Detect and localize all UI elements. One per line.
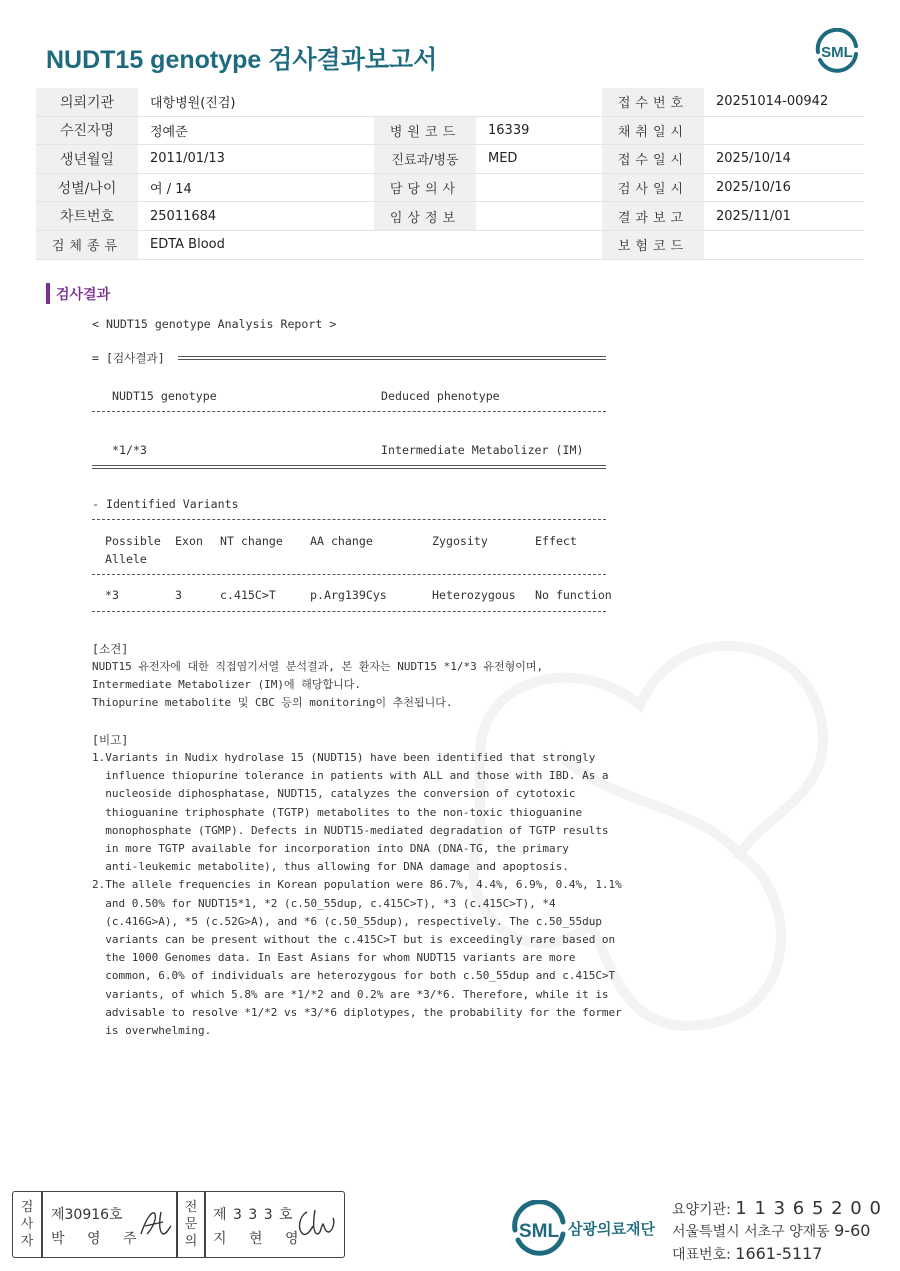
remarks-line: advisable to resolve *1/*2 vs *3/*6 diplotypes, the probability for the former: [92, 1005, 622, 1019]
remarks-line: common, 6.0% of individuals are heterozygous for both c.50_55dup and c.415C>T: [92, 969, 616, 983]
info-label-empty: [374, 88, 476, 116]
info-row: [36, 174, 864, 203]
info-value: 25011684: [150, 208, 217, 224]
info-value: 20251014-00942: [716, 94, 829, 110]
info-value: EDTA Blood: [150, 237, 225, 253]
report-title: NUDT15 genotype 검사결과보고서: [46, 46, 438, 74]
dashed-rule: [92, 519, 606, 520]
variant-zygosity: Heterozygous: [432, 588, 516, 602]
examiner-label: 검 사 자: [20, 1200, 34, 1249]
remarks-line: 1.Variants in Nudix hydrolase 15 (NUDT15) have been identified that strongly: [92, 751, 596, 764]
genotype-header: NUDT15 genotype: [112, 389, 217, 403]
info-label: 생년월일: [36, 145, 138, 173]
address-label: 서울특별시 서초구 양재동: [672, 1224, 835, 1240]
address: [672, 1221, 870, 1241]
info-value: 2011/01/13: [150, 151, 225, 167]
remarks-line: variants, of which 5.8% are *1/*2 and 0.2% are *3/*6. Therefore, while it is: [92, 987, 609, 1001]
variant-nt-change: c.415C>T: [220, 588, 276, 602]
dashed-rule: [92, 411, 606, 412]
col-header-possible: Possible: [105, 534, 161, 548]
info-value: 정예준: [150, 124, 188, 140]
examiner-number: 제30916호: [51, 1207, 123, 1223]
sml-logo-icon: [508, 1200, 570, 1260]
info-value: [476, 174, 602, 202]
col-header-aa-change: AA change: [310, 534, 373, 548]
info-value: [704, 117, 864, 145]
col-header-allele: Allele: [105, 552, 147, 566]
info-label: 성별/나이: [36, 174, 138, 202]
section-title: 검사결과: [56, 287, 111, 303]
info-label: 채취일시: [602, 117, 704, 145]
info-value: [704, 231, 864, 259]
info-value: [476, 202, 602, 230]
specialist-name: 지 현 영: [213, 1231, 308, 1247]
info-label: 병원코드: [374, 117, 476, 145]
info-label: 검사일시: [602, 174, 704, 202]
opinion-line: Thiopurine metabolite 및 CBC 등의 monitoring이 추천됩니다.: [92, 696, 453, 709]
phone-value: 1661-5117: [735, 1244, 823, 1263]
info-value: 2025/10/14: [716, 151, 791, 167]
variants-title: - Identified Variants: [92, 497, 239, 511]
variant-aa-change: p.Arg139Cys: [310, 588, 387, 602]
info-label: 임상정보: [374, 202, 476, 230]
remarks-line: 2.The allele frequencies in Korean population were 86.7%, 4.4%, 6.9%, 0.4%, 1.1%: [92, 878, 622, 892]
info-label: 담당의사: [374, 174, 476, 202]
col-header-exon: Exon: [175, 534, 203, 548]
institution-code-label: 요양기관:: [672, 1202, 736, 1218]
info-label: 보험코드: [602, 231, 704, 259]
opinion-line: Intermediate Metabolizer (IM)에 해당합니다.: [92, 678, 362, 691]
info-label: 의뢰기관: [36, 88, 138, 116]
phone-label: 대표번호:: [672, 1247, 736, 1263]
signature-box: [12, 1191, 345, 1258]
address-value: 9-60: [834, 1221, 871, 1240]
variant-exon: 3: [175, 588, 182, 602]
remarks-line: and 0.50% for NUDT15*1, *2 (c.50_55dup, c.415C>T), *3 (c.415C>T), *4: [92, 896, 556, 910]
double-rule: [178, 356, 606, 357]
institution-code-value: 1 1 3 6 5 2 0 0: [735, 1198, 882, 1219]
remarks-line: (c.416G>A), *5 (c.52G>A), and *6 (c.50_55dup), respectively. The c.50_55dup: [92, 914, 602, 928]
info-value: 대항병원(진검): [150, 96, 236, 112]
info-value: 2025/10/16: [716, 180, 791, 196]
remarks-title: [비고]: [92, 733, 129, 747]
info-label-empty: [374, 231, 476, 259]
info-value: 2025/11/01: [716, 208, 791, 224]
remarks-line: nucleoside diphosphatase, NUDT15, catalyzes the conversion of cytotoxic: [92, 787, 576, 801]
section-marker: [46, 283, 50, 304]
info-label: 수진자명: [36, 117, 138, 145]
info-label: 차트번호: [36, 202, 138, 230]
remarks-line: variants can be present without the c.415C>T but is exceedingly rare based on: [92, 933, 616, 946]
phone: [672, 1244, 822, 1264]
remarks-line: anti-leukemic metabolite), thus allowing for DNA damage and apoptosis.: [92, 860, 569, 874]
info-label: 접수번호: [602, 88, 704, 116]
info-label: 접수일시: [602, 145, 704, 173]
company-name: 삼광의료재단: [568, 1220, 655, 1238]
info-label: 진료과/병동: [374, 145, 476, 173]
specialist-signature-icon: [293, 1204, 339, 1242]
remarks-line: in more TGTP available for incorporation into DNA (DNA-TG, the primary: [92, 842, 569, 855]
col-header-zygosity: Zygosity: [432, 534, 488, 548]
info-row: [36, 117, 864, 146]
variant-allele: *3: [105, 588, 119, 602]
remarks-line: thioguanine triphosphate (TGTP) metabolites to the non-toxic thioguanine: [92, 805, 583, 819]
divider: [204, 1192, 206, 1257]
specialist-label: 전 문 의: [184, 1200, 198, 1249]
genotype-value: *1/*3: [112, 443, 147, 457]
dashed-rule: [92, 611, 606, 612]
specialist-number: 제 3 3 3 호: [213, 1207, 294, 1223]
sml-logo-icon: [812, 28, 862, 76]
phenotype-value: Intermediate Metabolizer (IM): [381, 443, 584, 457]
remarks-line: the 1000 Genomes data. In East Asians for whom NUDT15 variants are more: [92, 951, 576, 965]
opinion-line: NUDT15 유전자에 대한 직접염기서열 분석결과, 본 환자는 NUDT15 *1/*3 유전형이며,: [92, 660, 544, 673]
phenotype-header: Deduced phenotype: [381, 389, 500, 403]
logo-text: SML: [518, 1221, 560, 1242]
double-rule: [92, 465, 606, 466]
info-row: [36, 231, 864, 260]
col-header-effect: Effect: [535, 534, 577, 548]
dashed-rule: [92, 574, 606, 575]
result-label: = [검사결과]: [92, 351, 172, 365]
variant-effect: No function: [535, 588, 612, 602]
report-heading: < NUDT15 genotype Analysis Report >: [92, 317, 337, 331]
examiner-name: 박 영 주: [51, 1231, 146, 1247]
info-row: [36, 88, 864, 117]
remarks-line: influence thiopurine tolerance in patients with ALL and those with IBD. As a: [92, 769, 609, 783]
divider: [41, 1192, 43, 1257]
opinion-title: [소견]: [92, 642, 129, 656]
info-value: MED: [488, 151, 518, 167]
patient-info-table: [36, 88, 864, 260]
col-header-nt-change: NT change: [220, 534, 283, 548]
info-row: [36, 145, 864, 174]
info-value: 16339: [488, 122, 530, 138]
remarks-line: is overwhelming.: [92, 1024, 212, 1037]
info-label: 검체종류: [36, 231, 138, 259]
remarks-line: monophosphate (TGMP). Defects in NUDT15-mediated degradation of TGTP results: [92, 823, 609, 837]
info-label: 결과보고: [602, 202, 704, 230]
logo-text: SML: [821, 44, 853, 61]
institution-code: [672, 1198, 882, 1219]
examiner-signature-icon: [137, 1206, 179, 1240]
info-row: [36, 202, 864, 231]
info-value: 여 / 14: [150, 182, 192, 198]
